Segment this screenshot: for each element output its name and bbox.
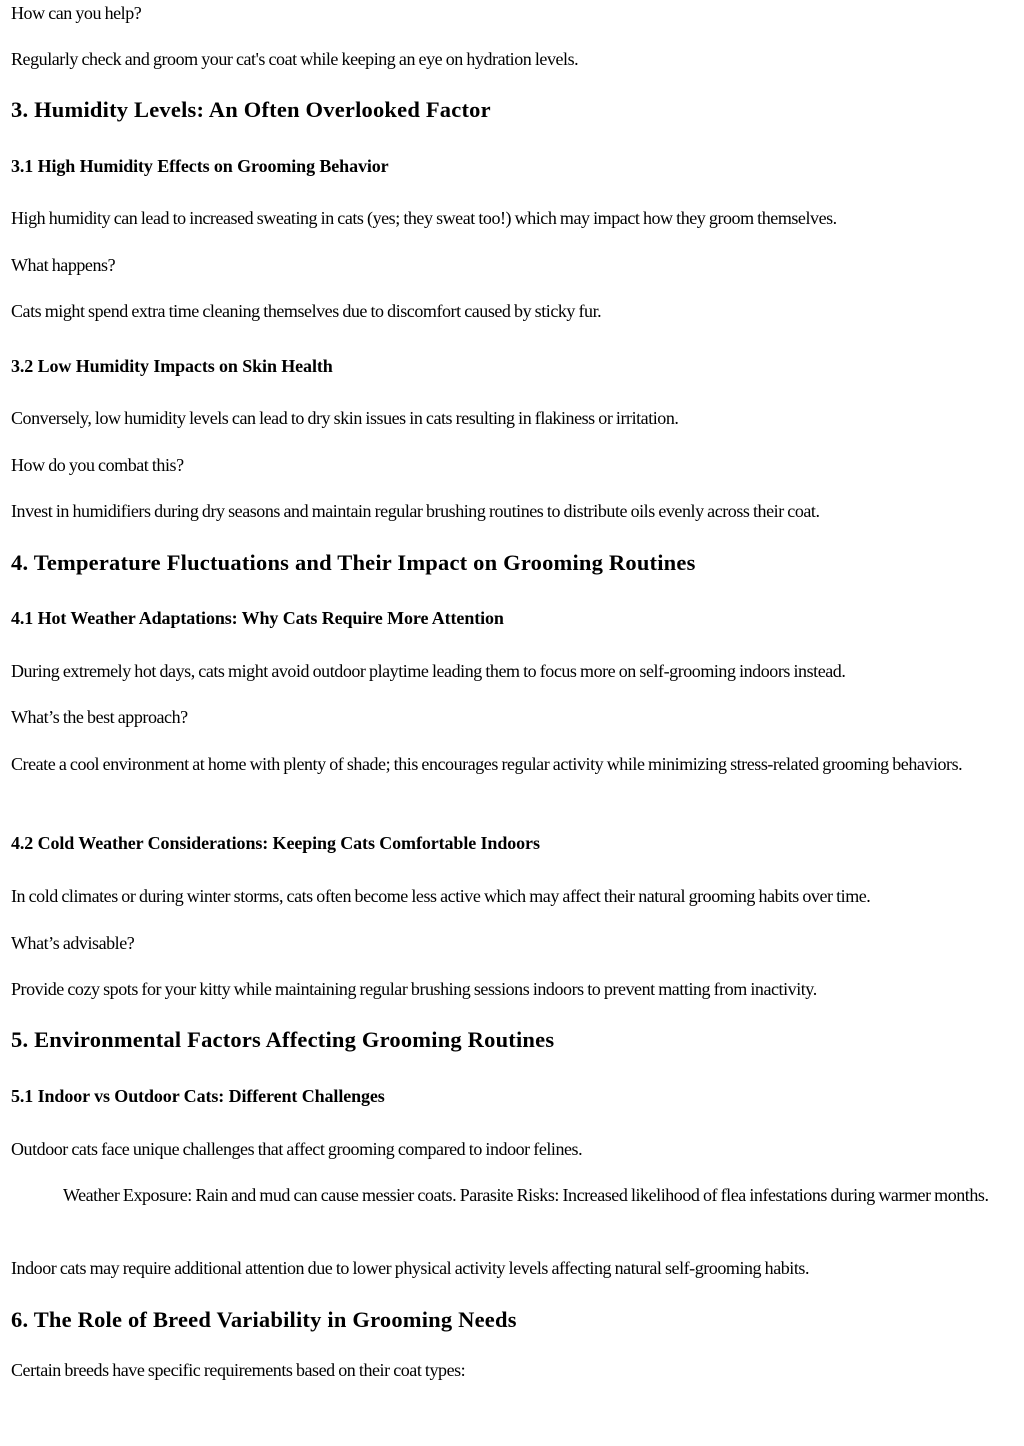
indented-list-paragraph: Weather Exposure: Rain and mud can cause messier coats. Parasite Risks: Increased likelihood of flea infestations during warmer months. bbox=[63, 1185, 989, 1205]
body-paragraph: Certain breeds have specific requirements based on their coat types: bbox=[11, 1360, 466, 1380]
subsection-heading: 3.1 High Humidity Effects on Grooming Behavior bbox=[11, 156, 389, 176]
question-paragraph: What’s advisable? bbox=[11, 933, 135, 953]
subsection-heading: 4.1 Hot Weather Adaptations: Why Cats Require More Attention bbox=[11, 608, 504, 628]
answer-paragraph: Create a cool environment at home with plenty of shade; this encourages regular activity while minimizing stress-related grooming behaviors. bbox=[11, 754, 963, 774]
answer-paragraph: Invest in humidifiers during dry seasons and maintain regular brushing routines to distribute oils evenly across their coat. bbox=[11, 501, 820, 521]
answer-paragraph: Provide cozy spots for your kitty while maintaining regular brushing sessions indoors to prevent matting from inactivity. bbox=[11, 979, 817, 999]
subsection-heading: 3.2 Low Humidity Impacts on Skin Health bbox=[11, 356, 333, 376]
body-paragraph: During extremely hot days, cats might avoid outdoor playtime leading them to focus more on self-grooming indoors instead. bbox=[11, 661, 846, 681]
section-heading: 5. Environmental Factors Affecting Grooming Routines bbox=[11, 1027, 555, 1052]
body-paragraph: In cold climates or during winter storms, cats often become less active which may affect their natural grooming habits over time. bbox=[11, 886, 871, 906]
question-paragraph: How can you help? bbox=[11, 3, 142, 23]
question-paragraph: How do you combat this? bbox=[11, 455, 184, 475]
section-heading: 6. The Role of Breed Variability in Grooming Needs bbox=[11, 1307, 517, 1332]
body-paragraph: Conversely, low humidity levels can lead to dry skin issues in cats resulting in flakiness or irritation. bbox=[11, 408, 679, 428]
answer-paragraph: Cats might spend extra time cleaning themselves due to discomfort caused by sticky fur. bbox=[11, 301, 602, 321]
section-heading: 3. Humidity Levels: An Often Overlooked Factor bbox=[11, 97, 491, 122]
subsection-heading: 5.1 Indoor vs Outdoor Cats: Different Challenges bbox=[11, 1086, 385, 1106]
body-paragraph: Outdoor cats face unique challenges that affect grooming compared to indoor felines. bbox=[11, 1139, 583, 1159]
section-heading: 4. Temperature Fluctuations and Their Impact on Grooming Routines bbox=[11, 550, 696, 575]
body-paragraph: Indoor cats may require additional attention due to lower physical activity levels affecting natural self-grooming habits. bbox=[11, 1258, 810, 1278]
subsection-heading: 4.2 Cold Weather Considerations: Keeping Cats Comfortable Indoors bbox=[11, 833, 540, 853]
question-paragraph: What happens? bbox=[11, 255, 116, 275]
answer-paragraph: Regularly check and groom your cat's coat while keeping an eye on hydration levels. bbox=[11, 49, 579, 69]
body-paragraph: High humidity can lead to increased sweating in cats (yes; they sweat too!) which may impact how they groom themselves. bbox=[11, 208, 837, 228]
question-paragraph: What’s the best approach? bbox=[11, 707, 188, 727]
